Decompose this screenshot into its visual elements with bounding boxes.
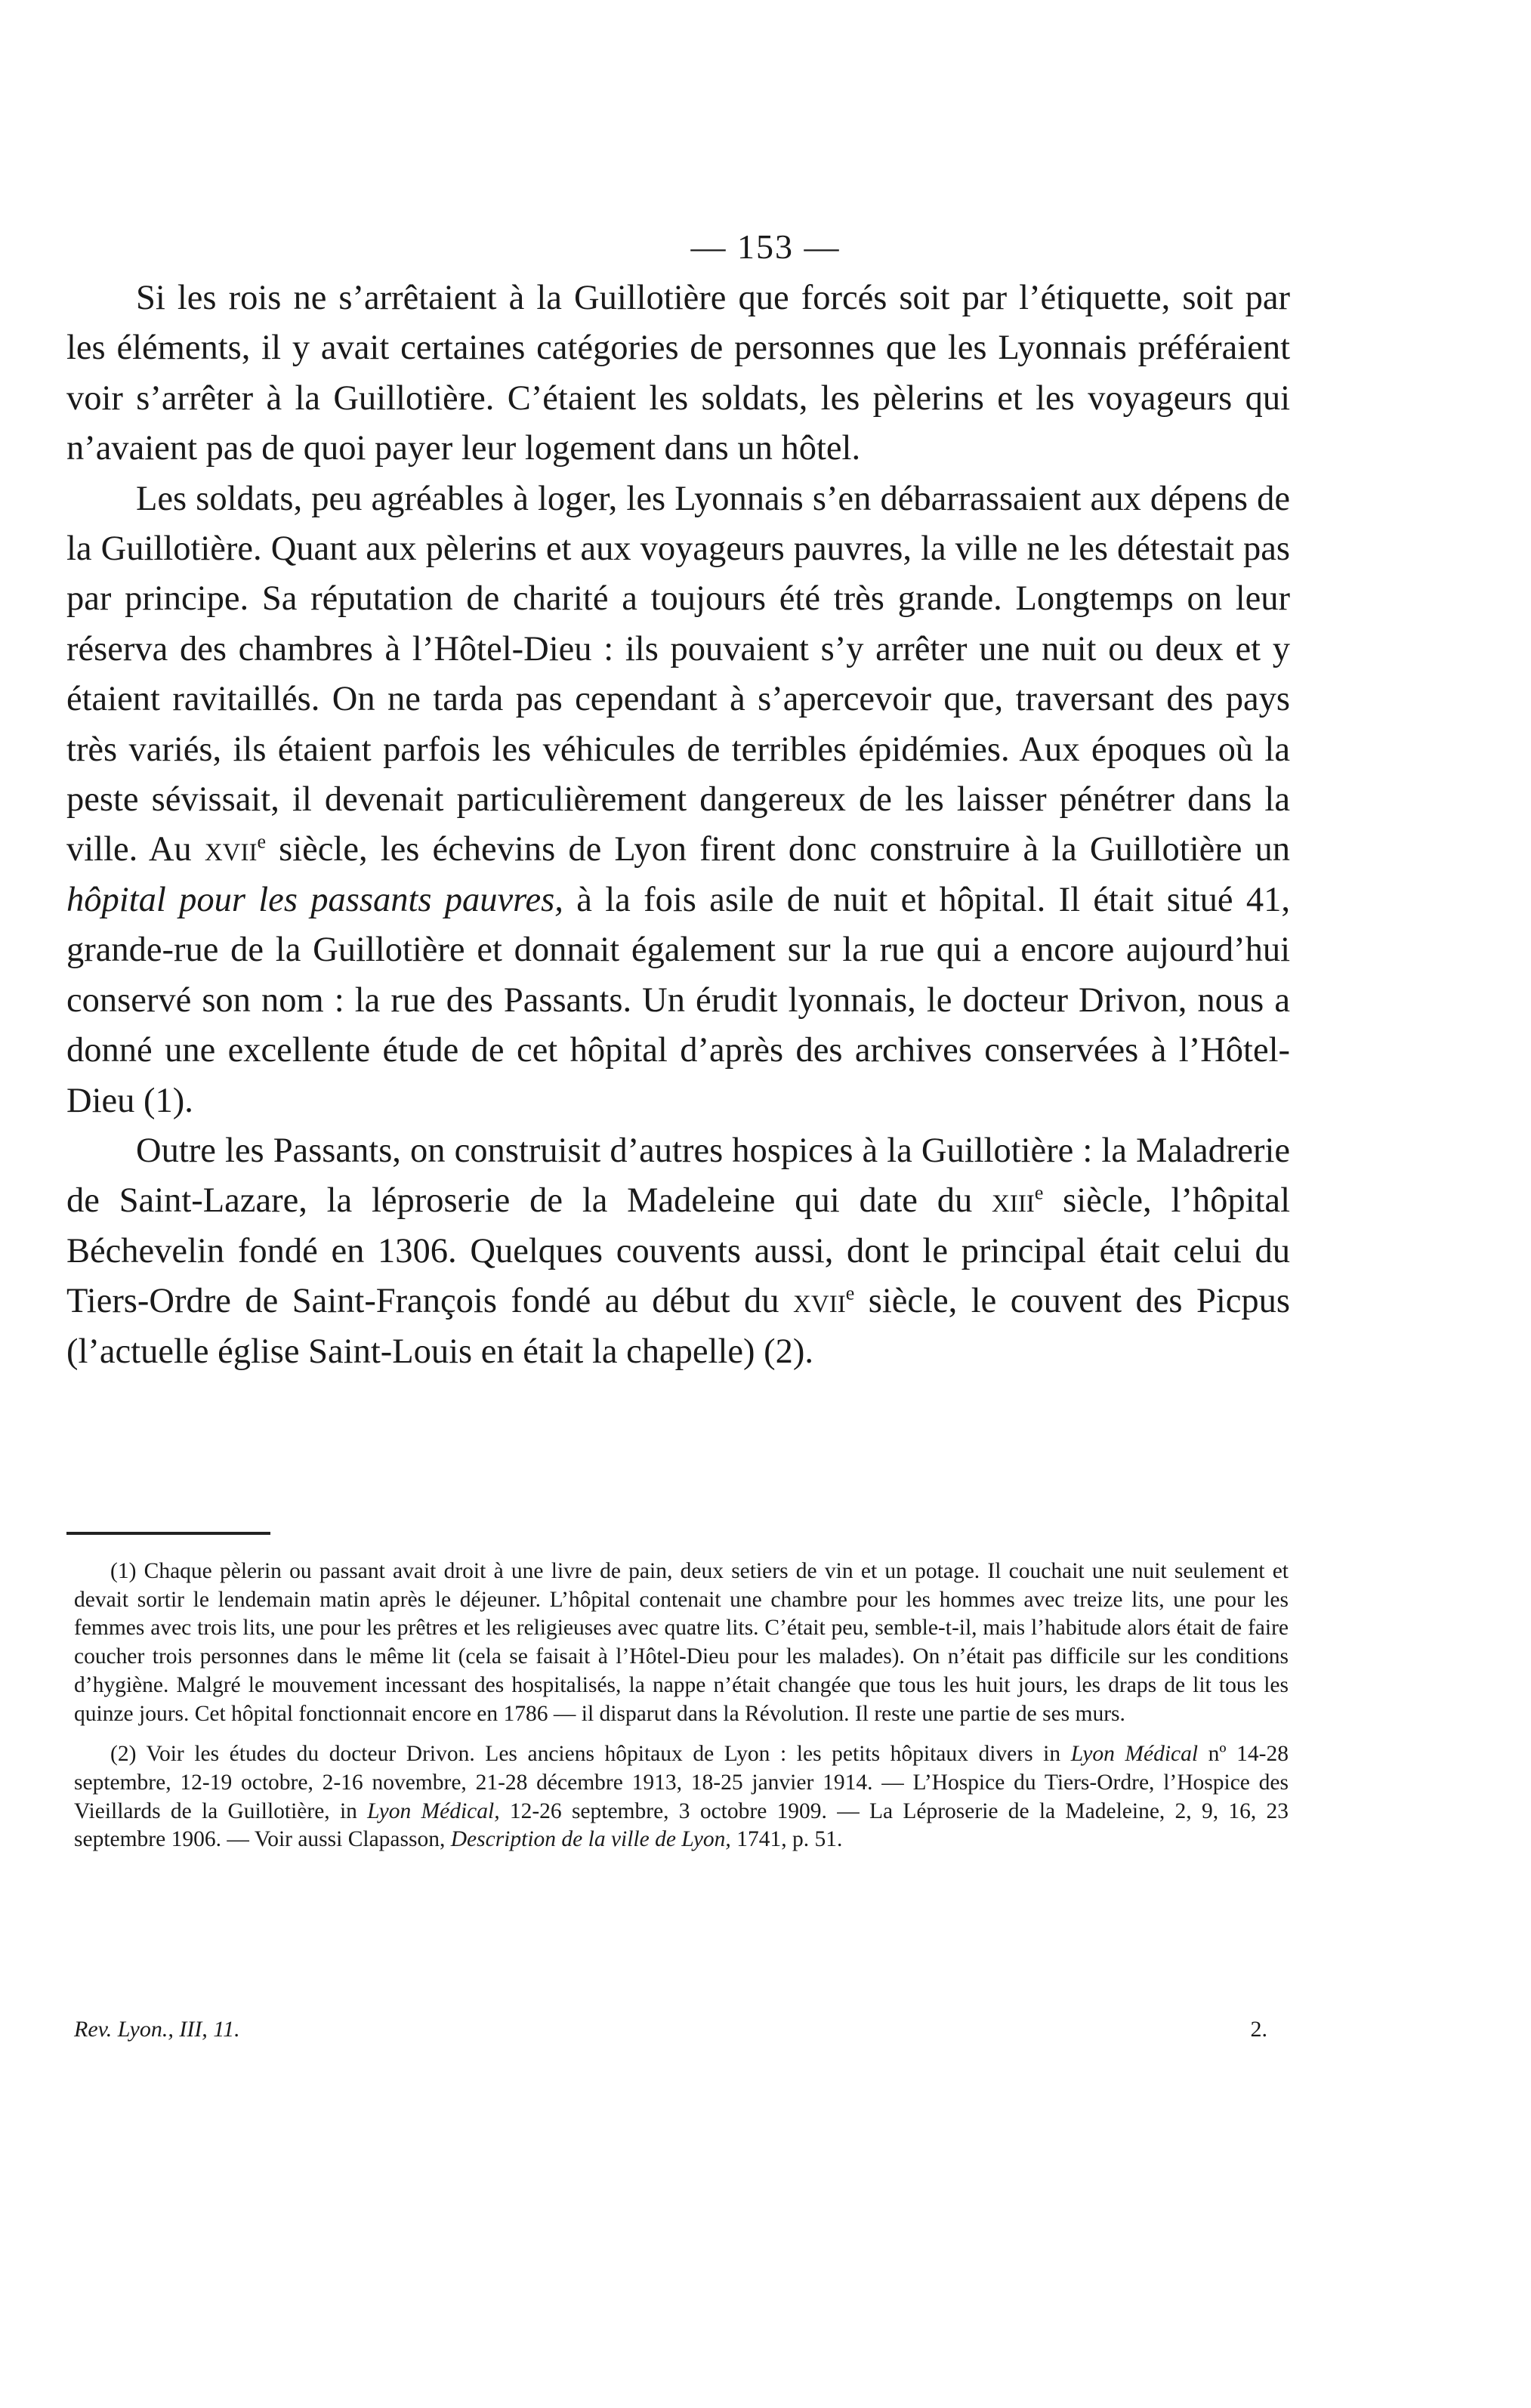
footnote-1: (1) Chaque pèlerin ou passant avait droit à une livre de pain, deux setiers de vin et un potage. Il couchait une nuit seulement et devait sortir le lendemain matin après le déjeuner. L’hôpital contenait une chambre pour les hommes avec treize lits, une pour les femmes avec trois lits, une pour les prêtres et les religieuses avec quatre lits. C’était peu, semble-t-il, mais l’habitude alors était de faire coucher trois personnes dans le même lit (cela se faisait à l’Hôtel-Dieu pour les malades). On n’était pas difficile sur les conditions d’hygiène. Malgré le mouvement incessant des hospitalisés, la nappe n’était changée que tous les huit jours, les draps de lit tous les quinze jours. Cet hôpital fonctionnait encore en 1786 — il disparut dans la Révolution. Il reste une partie de ses murs. (74, 1559, 1289, 1726)
signature-mark: 2. (1250, 2017, 1267, 2042)
paragraph-2 (66, 474, 1290, 1126)
page-footer (74, 2017, 1267, 2042)
paragraph-3-part-c: siècle, le couvent des Picpus (l’actuelle église Saint-Louis en était la chapelle) (2). (66, 1282, 1291, 1371)
footnote-divider (66, 1532, 270, 1535)
footnote-2 (74, 1740, 1289, 1854)
journal-reference: Rev. Lyon., III, 11. (74, 2017, 240, 2042)
paragraph-3-part-a: Outre les Passants, on construisit d’autres hospices à la Guillotière : la Maladrerie de Saint-Lazare, la léproserie de la Madeleine qui date du (66, 1131, 1290, 1221)
footnote-2-part-a: (2) Voir les études du docteur Drivon. Les anciens hôpitaux de Lyon : les petits hôpitaux divers in (110, 1742, 1071, 1767)
century-numeral: xiii (992, 1181, 1035, 1221)
book-title: Description de la ville de Lyon, (450, 1827, 731, 1852)
footnotes (74, 1557, 1289, 1866)
footnote-2-part-b: nº 14-28 septembre, 12-19 octobre, 2-16 novembre, 21-28 décembre 1913, 18-25 janvier 1914. — L’Hospice du Tiers-Ordre, l’Hospice des Vieillards de la Guillotière, in (74, 1742, 1289, 1823)
paragraph-2-part-b: siècle, les échevins de Lyon firent donc construire à la Guillotière un (266, 830, 1290, 869)
journal-title: Lyon Médical (1070, 1742, 1199, 1767)
century-numeral: xvii (793, 1282, 846, 1321)
paragraph-2-part-a: Les soldats, peu agréables à loger, les Lyonnais s’en débarrassaient aux dépens de la Guillotière. Quant aux pèlerins et aux voyageurs pauvres, la ville ne les détestait pas par principe. Sa réputation de charité a toujours été très grande. Longtemps on leur réserva des chambres à l’Hôtel-Dieu : ils pouvaient s’y arrêter une nuit ou deux et y étaient ravitaillés. On ne tarda pas cependant à s’apercevoir que, traversant des pays très variés, ils étaient parfois les véhicules de terribles épidémies. Aux époques où la peste sévissait, il devenait particulièrement dangereux de les laisser pénétrer dans la ville. Au (66, 479, 1290, 869)
superscript-e: e (257, 830, 267, 853)
italic-phrase: hôpital pour les passants pauvres, (66, 880, 563, 919)
page-number: — 153 — (690, 227, 841, 266)
paragraph-2-part-c: à la fois asile de nuit et hôpital. Il était situé 41, grande-rue de la Guillotière et donnait également sur la rue qui a encore aujourd’hui conservé son nom : la rue des Passants. Un érudit lyonnais, le docteur Drivon, nous a donné une excellente étude de cet hôpital d’après des archives conservées à l’Hôtel-Dieu (1). (66, 880, 1290, 1120)
superscript-e: e (1034, 1181, 1044, 1204)
paragraph-3 (66, 1126, 1290, 1377)
footnote-2-part-d: 1741, p. 51. (730, 1827, 843, 1852)
body-text (66, 273, 1290, 1377)
paragraph-1: Si les rois ne s’arrêtaient à la Guillotière que forcés soit par l’étiquette, soit par les éléments, il y avait certaines catégories de personnes que les Lyonnais préféraient voir s’arrêter à la Guillotière. C’étaient les soldats, les pèlerins et les voyageurs qui n’avaient pas de quoi payer leur logement dans un hôtel. (66, 279, 1290, 468)
superscript-e: e (845, 1282, 855, 1304)
footnote-2-part-c: 12-26 septembre, 3 octobre 1909. — La Léproserie de la Madeleine, 2, 9, 16, 23 septembre 1906. — Voir aussi Clapasson, (74, 1798, 1289, 1852)
journal-title: Lyon Médical, (367, 1798, 500, 1823)
paragraph-3-part-b: siècle, l’hôpital Béchevelin fondé en 1306. Quelques couvents aussi, dont le principal était celui du Tiers-Ordre de Saint-François fondé au début du (66, 1181, 1290, 1321)
century-numeral: xvii (204, 830, 258, 869)
